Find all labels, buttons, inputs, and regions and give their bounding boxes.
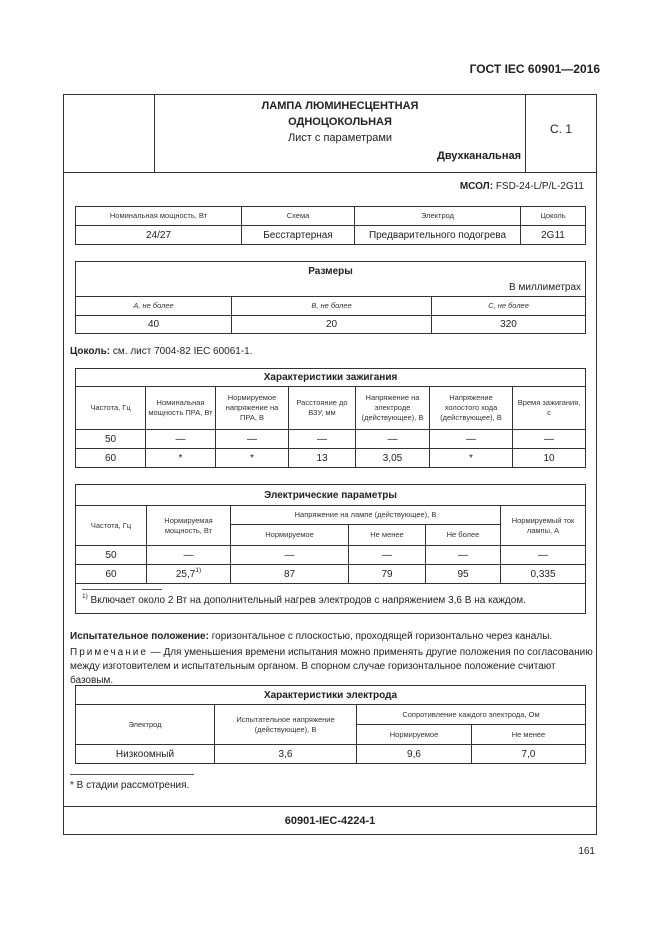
electrical-header-current: Нормируемый ток лампы, А — [501, 506, 586, 546]
header-bottom-rule — [63, 172, 597, 173]
msol-label: МСОЛ: — [459, 181, 494, 192]
footer-top-rule — [63, 806, 597, 807]
ignition-cell: 3,05 — [356, 449, 430, 468]
electrical-title: Электрические параметры — [76, 485, 586, 506]
footer-bottom-rule — [63, 834, 597, 835]
electrical-cell: 0,335 — [501, 565, 586, 584]
ignition-header-frequency: Частота, Гц — [76, 387, 146, 430]
dimensions-value-c: 320 — [432, 316, 586, 334]
ignition-header-time: Время зажигания, с — [513, 387, 586, 430]
test-position — [70, 630, 552, 644]
ignition-header-electrode-voltage: Напряжение на электроде (действующее), В — [356, 387, 430, 430]
electrical-cell: — — [501, 546, 586, 565]
asterisk-note-rule — [70, 774, 194, 775]
electrical-cell: — — [147, 546, 231, 565]
dimensions-header-b: B, не более — [232, 297, 432, 316]
electrical-power-value: 25,7 — [175, 568, 196, 580]
ignition-cell: — — [289, 430, 356, 449]
test-position-label: Испытательное положение: — [70, 631, 209, 642]
electrode-table — [75, 685, 586, 764]
general-cell-circuit: Бесстартерная — [242, 226, 355, 245]
page-number: 161 — [578, 846, 595, 857]
electrode-header-resistance-rated: Нормируемое — [357, 725, 472, 745]
ignition-cell: 60 — [76, 449, 146, 468]
electrical-header-voltage-rated: Нормируемое — [231, 525, 349, 546]
electrical-header-voltage-max: Не более — [426, 525, 501, 546]
electrical-cell: — — [349, 546, 426, 565]
remark-label: Примечание — [70, 647, 148, 658]
electrode-header-resistance-group: Сопротивление каждого электрода, Ом — [357, 705, 586, 725]
electrical-cell: 79 — [349, 565, 426, 584]
general-header-power: Номинальная мощность, Вт — [76, 207, 242, 226]
electrical-header-frequency: Частота, Гц — [76, 506, 147, 546]
electrical-header-voltage-group: Напряжение на лампе (действующее), В — [231, 506, 501, 525]
footer-code: 60901-IEC-4224-1 — [284, 815, 376, 827]
footnote-rule — [82, 589, 162, 590]
general-header-cap: Цоколь — [521, 207, 586, 226]
footnote-mark: 1) — [82, 593, 88, 600]
ignition-cell: * — [430, 449, 513, 468]
cap-note — [70, 345, 253, 359]
ignition-cell: — — [356, 430, 430, 449]
electrical-cell: 60 — [76, 565, 147, 584]
ignition-cell: — — [513, 430, 586, 449]
ignition-header-ballast-voltage: Нормируемое напряжение на ПРА, В — [216, 387, 289, 430]
electrical-header-voltage-min: Не менее — [349, 525, 426, 546]
ignition-title: Характеристики зажигания — [76, 369, 586, 387]
electrical-header-power: Нормируемая мощность, Вт — [147, 506, 231, 546]
standard-code: ГОСТ IEC 60901—2016 — [469, 62, 600, 76]
general-cell-cap: 2G11 — [521, 226, 586, 245]
header-title-line2: ОДНОЦОКОЛЬНАЯ — [288, 116, 392, 128]
electrical-cell: — — [231, 546, 349, 565]
asterisk-note: * В стадии рассмотрения. — [70, 780, 190, 791]
ignition-cell: * — [146, 449, 216, 468]
header-subtitle: Лист с параметрами — [287, 132, 393, 144]
electrical-footnote-cell — [76, 584, 586, 614]
dimensions-table — [75, 261, 586, 334]
electrical-cell: 50 — [76, 546, 147, 565]
ignition-cell: — — [216, 430, 289, 449]
electrical-footnote-text: Включает около 2 Вт на дополнительный нагрев электродов с напряжением 3,6 В на каждом. — [87, 595, 526, 606]
remark — [70, 646, 595, 688]
ignition-cell: 13 — [289, 449, 356, 468]
remark-line1: — Для уменьшения времени испытания можно применять другие положения по согласованию — [147, 647, 593, 658]
ignition-cell: * — [216, 449, 289, 468]
msol-designation — [460, 181, 584, 192]
header-variant: Двухканальная — [436, 150, 521, 162]
electrode-cell: 7,0 — [472, 745, 586, 764]
electrical-cell: — — [426, 546, 501, 565]
general-header-circuit: Схема — [242, 207, 355, 226]
electrical-cell: 95 — [426, 565, 501, 584]
electrode-header-electrode: Электрод — [76, 705, 215, 745]
electrode-cell: 3,6 — [215, 745, 357, 764]
electrical-footnote — [82, 595, 526, 606]
electrode-header-resistance-min: Не менее — [472, 725, 586, 745]
dimensions-title-cell — [76, 262, 586, 297]
general-cell-power: 24/27 — [76, 226, 242, 245]
electrical-cell-power — [147, 565, 231, 584]
dimensions-title: Размеры — [308, 266, 353, 277]
ignition-table — [75, 368, 586, 468]
ignition-cell: — — [146, 430, 216, 449]
general-header-electrode: Электрод — [355, 207, 521, 226]
sheet-number: С. 1 — [549, 122, 572, 136]
electrode-cell: 9,6 — [357, 745, 472, 764]
footnote-ref: 1) — [195, 566, 202, 574]
remark-line2: между изготовителем и испытательным органом. В спорном случае горизонтальное положение считают базовым. — [70, 661, 556, 686]
electrical-table — [75, 484, 586, 614]
electrode-title: Характеристики электрода — [76, 686, 586, 705]
ignition-header-open-circuit-voltage: Напряжение холостого хода (действующее), В — [430, 387, 513, 430]
electrical-cell: 87 — [231, 565, 349, 584]
dimensions-value-b: 20 — [232, 316, 432, 334]
general-table — [75, 206, 586, 245]
ignition-cell: — — [430, 430, 513, 449]
msol-value: FSD-24-L/P/L-2G11 — [495, 181, 584, 192]
electrode-cell: Низкоомный — [76, 745, 215, 764]
ignition-cell: 50 — [76, 430, 146, 449]
dimensions-header-a: A, не более — [76, 297, 232, 316]
electrode-header-test-voltage: Испытательное напряжение (действующее), В — [215, 705, 357, 745]
cap-note-text: см. лист 7004-82 IEC 60061-1. — [110, 346, 253, 357]
ignition-header-distance: Расстояние до ВЗУ, мм — [289, 387, 356, 430]
general-cell-electrode: Предварительного подогрева — [355, 226, 521, 245]
test-position-text: горизонтальное с плоскостью, проходящей горизонтально через каналы. — [208, 631, 553, 642]
header-title-line1: ЛАМПА ЛЮМИНЕСЦЕНТНАЯ — [261, 100, 419, 112]
dimensions-units: В миллиметрах — [509, 282, 582, 293]
cap-note-label: Цоколь: — [70, 346, 111, 357]
ignition-header-ballast-power: Номинальная мощность ПРА, Вт — [146, 387, 216, 430]
dimensions-header-c: C, не более — [432, 297, 586, 316]
ignition-cell: 10 — [513, 449, 586, 468]
dimensions-value-a: 40 — [76, 316, 232, 334]
